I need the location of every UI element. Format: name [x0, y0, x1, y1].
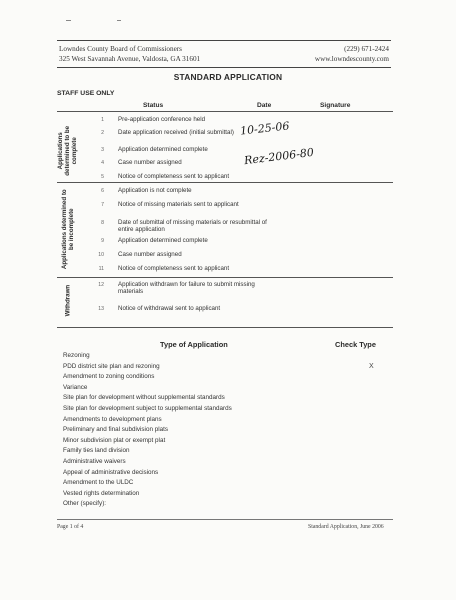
page-title: STANDARD APPLICATION — [173, 72, 283, 82]
row-status-text: Date application received (initial submittal) — [118, 129, 234, 136]
row-status-text: Application determined complete — [118, 146, 208, 153]
date-column-header: Date — [257, 102, 272, 109]
type-section-heading: Type of Application — [160, 340, 228, 349]
application-type-item: Family ties land division — [63, 447, 130, 455]
row-number: 5 — [101, 174, 104, 180]
scan-artifact — [66, 20, 71, 21]
row-status-text: Notice of withdrawal sent to applicant — [118, 305, 221, 312]
footer-divider — [57, 519, 393, 520]
handwritten-case-number: Rez-2006-80 — [243, 145, 315, 168]
row-status-text: Case number assigned — [118, 251, 182, 258]
row-number: 12 — [98, 282, 104, 288]
application-type-item: Other (specify): — [63, 500, 107, 508]
org-phone: (229) 671-2424 — [344, 45, 389, 53]
group-label-withdrawn: Withdrawn — [64, 284, 72, 317]
row-status-text: Application is not complete — [118, 187, 192, 194]
signature-column-header: Signature — [320, 102, 351, 109]
application-type-item: Preliminary and final subdivision plats — [63, 426, 168, 434]
checked-mark: X — [369, 363, 374, 370]
application-type-item: Rezoning — [63, 352, 90, 359]
row-number: 10 — [98, 252, 104, 258]
group-divider — [57, 277, 393, 278]
row-status-text: Case number assigned — [118, 159, 182, 166]
row-number: 7 — [101, 202, 104, 208]
check-type-heading: Check Type — [335, 340, 376, 349]
row-number: 9 — [101, 238, 104, 244]
application-type-item: Site plan for development subject to supplemental standards — [63, 405, 232, 412]
row-number: 11 — [98, 266, 104, 272]
row-status-text: Notice of missing materials sent to applicant — [118, 201, 239, 208]
application-type-item: Appeal of administrative decisions — [63, 468, 159, 476]
row-number: 8 — [101, 220, 104, 226]
row-status-text: Notice of completeness sent to applicant — [118, 173, 230, 180]
row-number: 4 — [101, 160, 104, 166]
row-number: 13 — [98, 306, 104, 312]
application-type-item: Site plan for development without supplemental standards — [63, 394, 225, 402]
application-type-item: Minor subdivision plat or exempt plat — [63, 436, 166, 444]
row-status-text: Application withdrawn for failure to submit missing materials — [118, 281, 255, 296]
row-number: 2 — [101, 130, 104, 136]
footer-form-name: Standard Application, June 2006 — [308, 524, 384, 530]
row-number: 6 — [101, 188, 104, 194]
application-type-item: Variance — [63, 383, 88, 391]
row-number: 3 — [101, 147, 104, 153]
org-website: www.lowndescounty.com — [314, 55, 389, 63]
application-type-item: Amendments to development plans — [63, 415, 162, 423]
org-name: Lowndes County Board of Commissioners — [59, 45, 182, 53]
group-divider — [57, 182, 393, 183]
letterhead — [57, 40, 391, 68]
application-type-item: Amendment to the ULDC — [63, 479, 134, 487]
staff-use-label: STAFF USE ONLY — [57, 90, 115, 97]
footer-page: Page 1 of 4 — [57, 524, 84, 530]
header-divider — [57, 111, 393, 112]
row-status-text: Notice of completeness sent to applicant — [118, 265, 230, 272]
group-label-incomplete: Applications determined to be incomplete — [60, 189, 75, 270]
row-status-text: Date of submittal of missing materials or resubmittal of entire application — [118, 219, 267, 234]
group-divider — [57, 327, 393, 328]
handwritten-date: 10-25-06 — [239, 119, 290, 138]
application-type-item: PDD district site plan and rezoning — [63, 362, 160, 370]
application-type-item: Vested rights determination — [63, 489, 140, 497]
application-type-item: Amendment to zoning conditions — [63, 373, 155, 381]
scan-artifact — [117, 20, 121, 21]
row-number: 1 — [101, 117, 104, 123]
group-label-complete: Applications determined to be complete — [57, 125, 79, 176]
org-address: 325 West Savannah Avenue, Valdosta, GA 31601 — [59, 55, 201, 63]
application-type-item: Administrative waivers — [63, 458, 126, 465]
status-column-header: Status — [143, 102, 164, 109]
row-status-text: Application determined complete — [118, 237, 208, 244]
row-status-text: Pre-application conference held — [118, 116, 206, 123]
